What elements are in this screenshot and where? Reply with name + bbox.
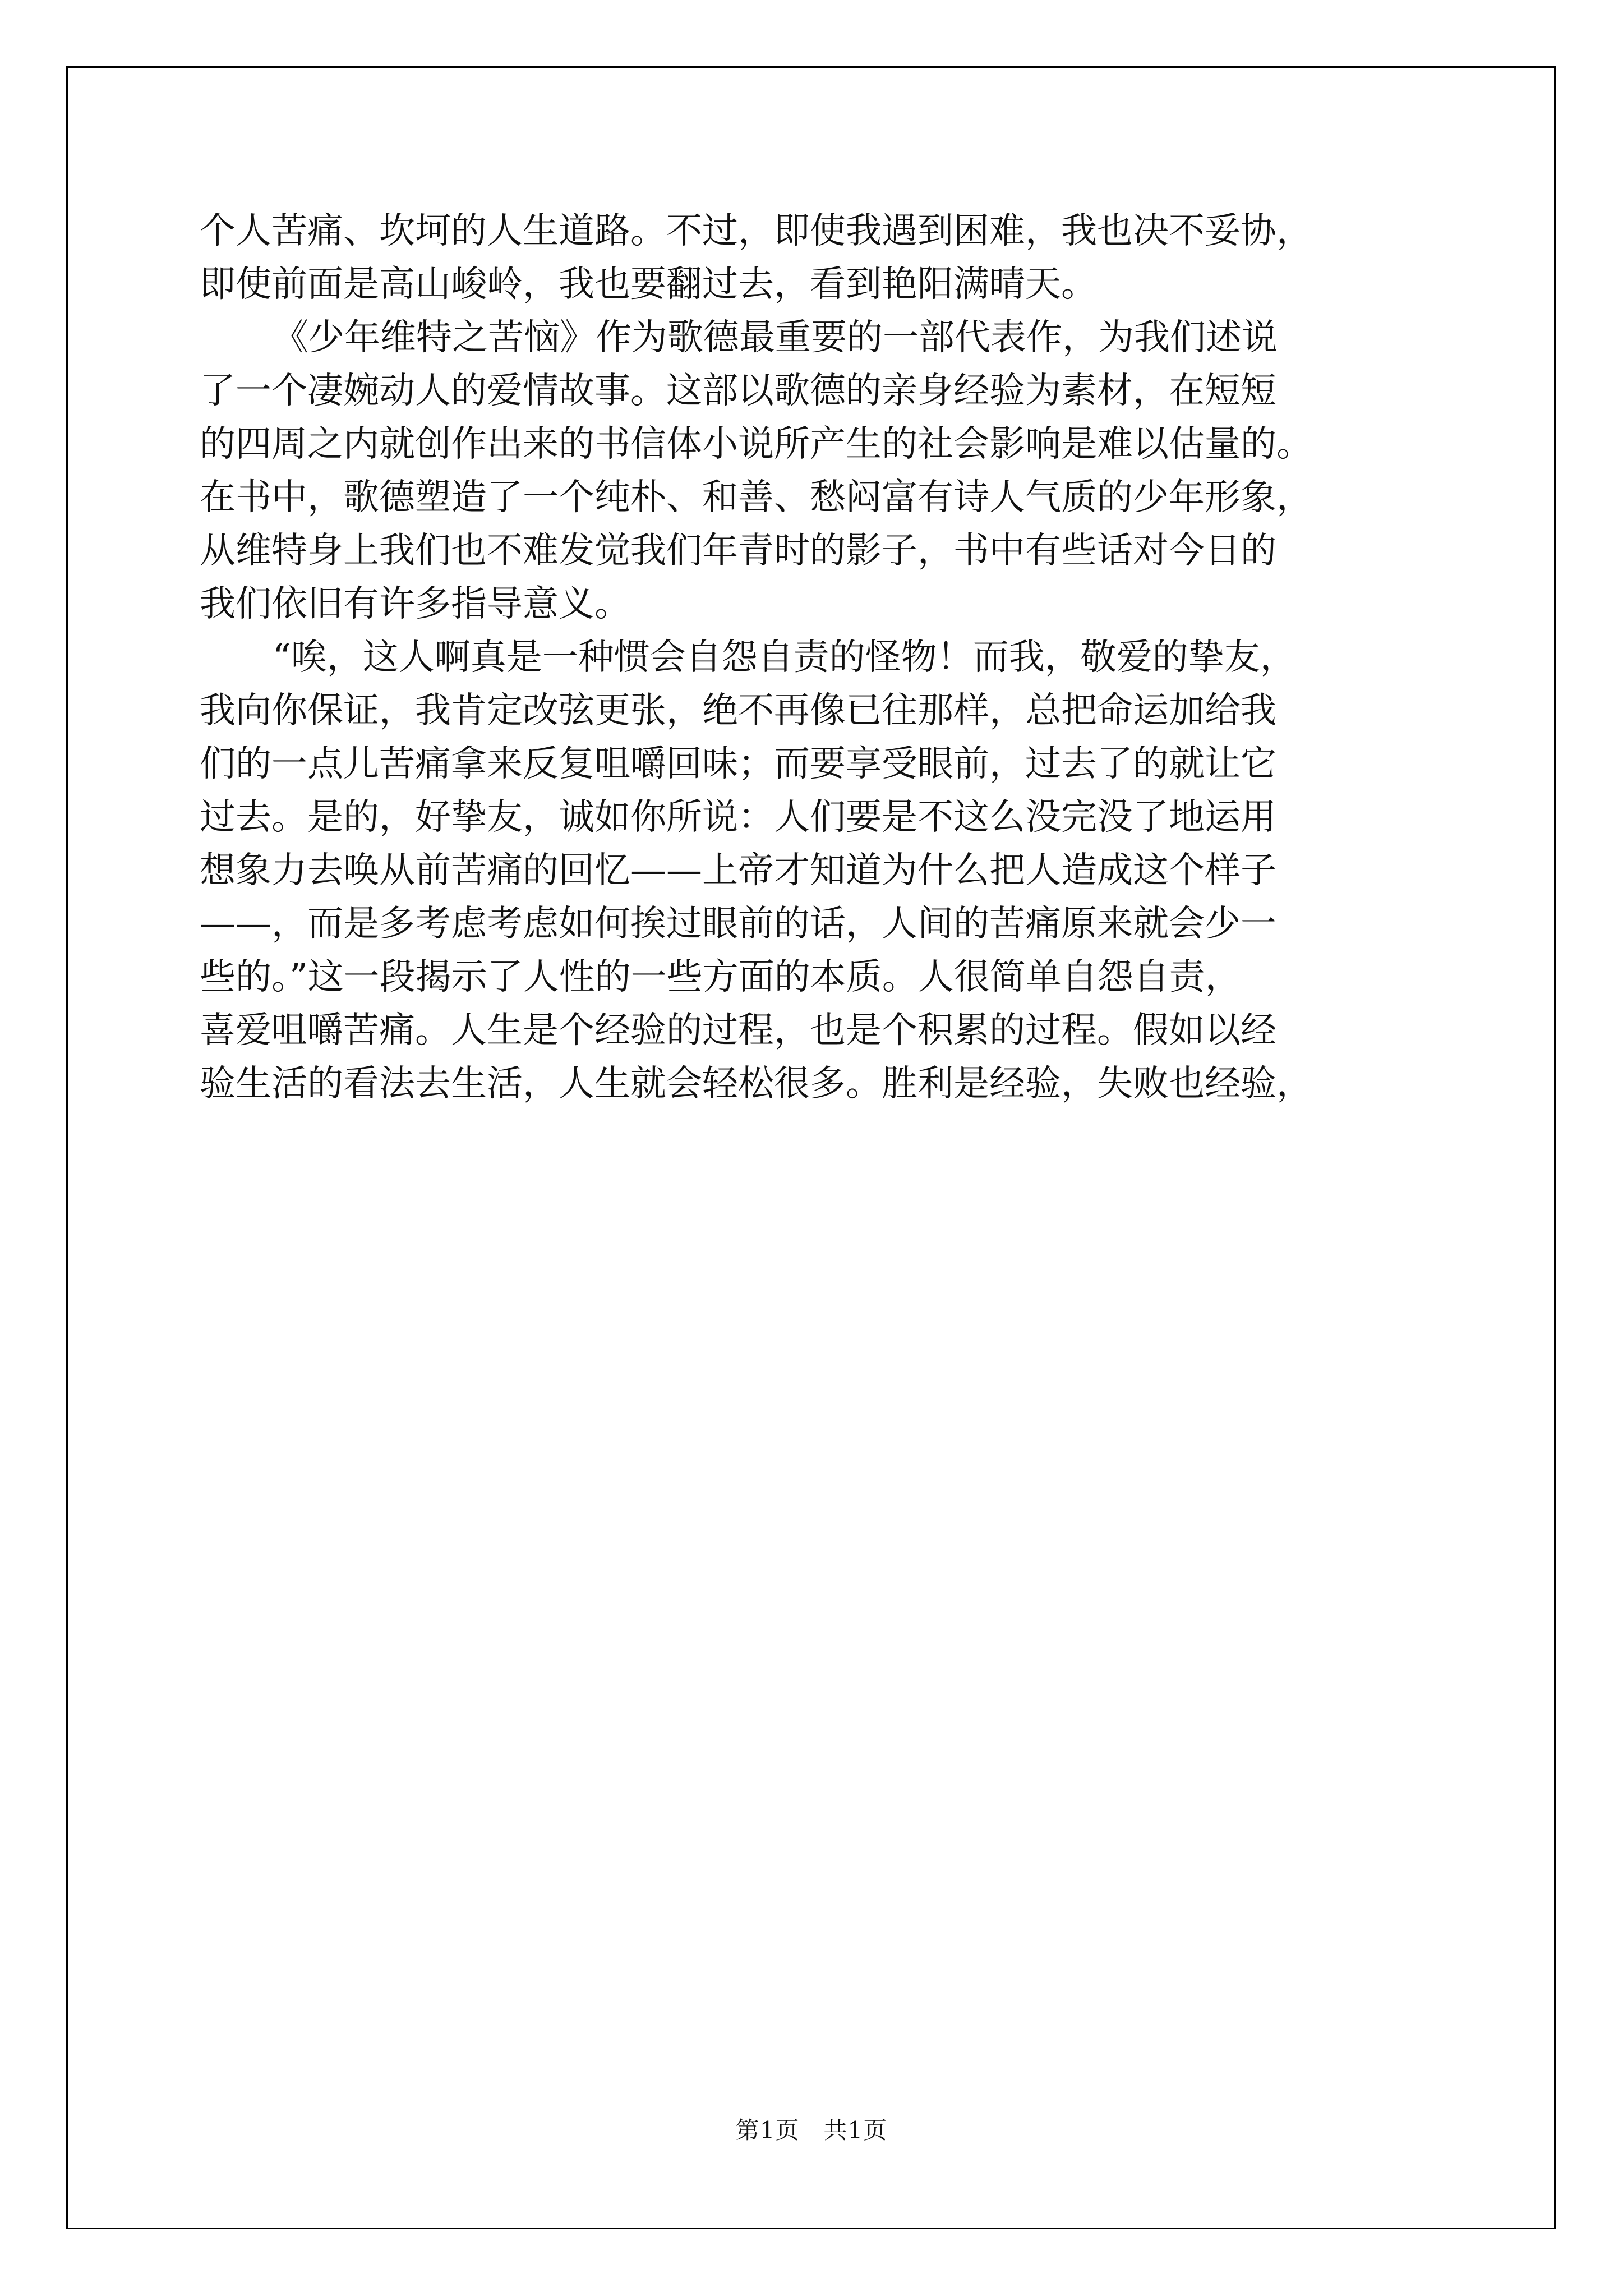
text-line: 即使前面是高山峻岭，我也要翻过去，看到艳阳满晴天。 [200, 264, 1097, 305]
text-line: 了一个凄婉动人的爱情故事。这部以歌德的亲身经验为素材，在短短 [200, 370, 1276, 412]
paragraph [200, 311, 1422, 631]
text-line: 在书中，歌德塑造了一个纯朴、和善、愁闷富有诗人气质的少年形象， [200, 477, 1312, 518]
text-line: 喜爱咀嚼苦痛。人生是个经验的过程，也是个积累的过程。假如以经 [200, 1010, 1276, 1051]
text-line: 从维特身上我们也不难发觉我们年青时的影子，书中有些话对今日的 [200, 530, 1276, 572]
text-line: 过去。是的，好挚友，诚如你所说：人们要是不这么没完没了地运用 [200, 797, 1276, 838]
paragraph [200, 631, 1422, 1111]
text-line: 《少年维特之苦恼》作为歌德最重要的一部代表作，为我们述说 [273, 317, 1278, 358]
page-indicator: 第1页 共1页 [735, 2116, 888, 2144]
text-line: 验生活的看法去生活，人生就会轻松很多。胜利是经验，失败也经验， [200, 1063, 1312, 1105]
text-line: 我们依旧有许多指导意义。 [200, 583, 630, 625]
text-line: 我向你保证，我肯定改弦更张，绝不再像已往那样，总把命运加给我 [200, 690, 1276, 731]
text-line: 些的。”这一段揭示了人性的一些方面的本质。人很简单自怨自责， [200, 956, 1241, 998]
text-line: 个人苦痛、坎坷的人生道路。不过，即使我遇到困难，我也决不妥协， [200, 210, 1312, 252]
text-line: 想象力去唤从前苦痛的回忆——上帝才知道为什么把人造成这个样子 [200, 850, 1276, 891]
document-body [200, 205, 1422, 1111]
text-line: “唉，这人啊真是一种惯会自怨自责的怪物！而我，敬爱的挚友， [273, 637, 1296, 678]
text-line: 的四周之内就创作出来的书信体小说所产生的社会影响是难以估量的。 [200, 424, 1312, 465]
text-line: ——，而是多考虑考虑如何挨过眼前的话，人间的苦痛原来就会少一 [200, 903, 1276, 945]
paragraph [200, 205, 1422, 311]
text-line: 们的一点儿苦痛拿来反复咀嚼回味；而要享受眼前，过去了的就让它 [200, 743, 1276, 785]
